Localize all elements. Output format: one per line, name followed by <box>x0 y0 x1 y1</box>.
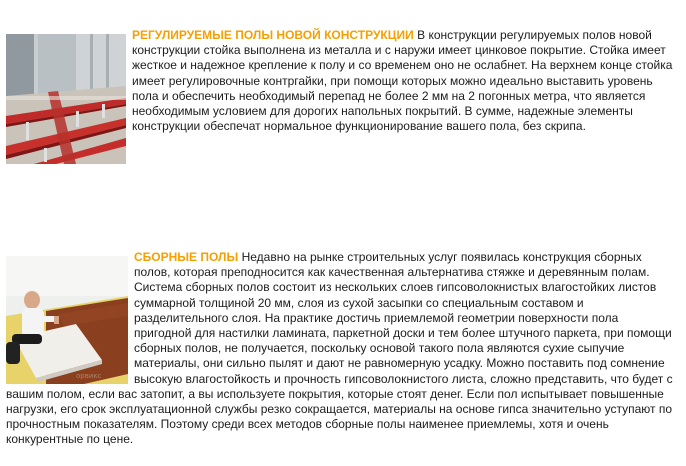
article-2-heading: СБОРНЫЕ ПОЛЫ <box>134 250 239 264</box>
article-prefab-floors <box>6 250 674 448</box>
article-1-heading: РЕГУЛИРУЕМЫЕ ПОЛЫ НОВОЙ КОНСТРУКЦИИ <box>132 28 414 42</box>
article-adjustable-floors <box>6 28 674 166</box>
adjustable-floor-photo <box>6 34 126 164</box>
prefab-floor-photo <box>6 256 128 384</box>
svg-text:орвикс: орвикс <box>76 372 102 380</box>
article-2-body: Недавно на рынке строительных услуг появилась конструкция сборных полов, которая преподносится как качественная альтернатива стяжке и деревянным полам. Система сборных полов состоит из нескольких слоев гипсоволокнистых влагостойких листов суммарной толщиной 20 мм, слоя из сухой засыпки со специальным составом и разделительного слоя. На практике достичь приемлемой геометрии поверхности пола пригодной для настилки ламината, паркетной доски и тем более штучного паркета, при помощи сборных полов, не получается, поскольку основой такого пола являются сухие сыпучие материалы, они сильно пылят и дают не равномерную усадку. Можно поставить под сомнение высокую влагостойкость и прочность гипсоволокнистого листа, сложно представить, что будет с вашим полом, если вас затопит, а вы используете покрытия, которые стоят денег. Если пол испытывает повышенные нагрузки, его срок эксплуатационной службы резко сокращается, материалы на основе гипса значительно уступают по прочностным показателям. Поэтому среди всех методов сборные полы наименее приемлемы, хотя и очень конкурентные по цене. <box>6 250 673 447</box>
article-1-body: В конструкции регулируемых полов новой конструкции стойка выполнена из металла и с наружи имеет цинковое покрытие. Стойка имеет жесткое и надежное крепление к полу и со временем оно не ослабнет. На верхнем конце стойка имеет регулировочные контргайки, при помощи которых можно идеально выставить уровень пола и обеспечить необходимый перепад не более 2 мм на 2 погонных метра, что является необходимым условием для дорогих напольных покрытий. В сумме, надежные элементы конструкции обеспечат нормальное функционирование вашего пола, без скрипа. <box>132 28 673 134</box>
